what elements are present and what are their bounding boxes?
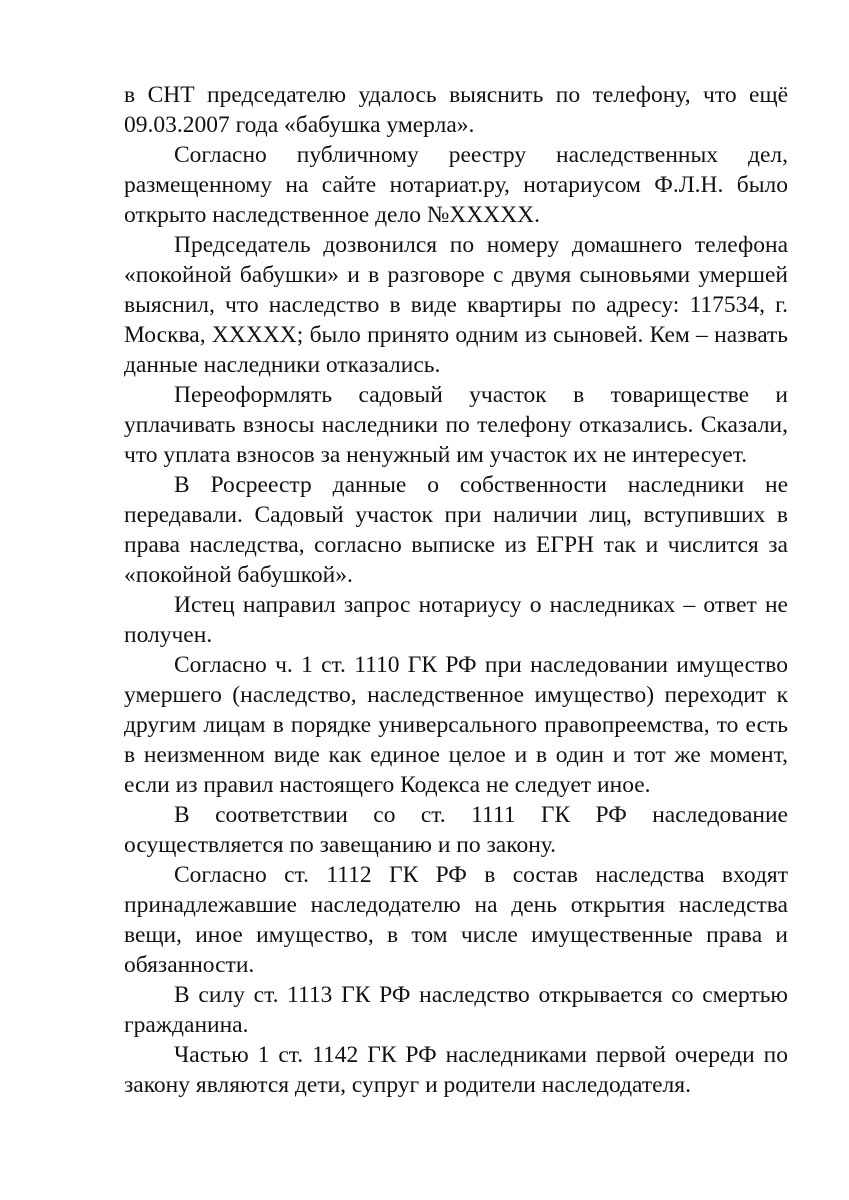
paragraph-article-1112: Согласно ст. 1112 ГК РФ в состав наследства входят принадлежавшие наследодателю на день открытия наследства вещи, иное имущество, в том числе имущественные права и обязанности. — [124, 862, 788, 978]
paragraph-article-1113: В силу ст. 1113 ГК РФ наследство открывается со смертью гражданина. — [124, 982, 788, 1038]
paragraph-article-1111: В соответствии со ст. 1111 ГК РФ наследование осуществляется по завещанию и по закону. — [124, 802, 788, 858]
paragraph-continuation: в СНТ председателю удалось выяснить по телефону, что ещё 09.03.2007 года «бабушка умерла». — [124, 82, 788, 138]
paragraph-phone-call: Председатель дозвонился по номеру домашнего телефона «покойной бабушки» и в разговоре с двумя сыновьями умершей выяснил, что наследство в виде квартиры по адресу: 117534, г. Москва, ХХХХХ; было принято одним из сыновей. Кем – назвать данные наследники отказались. — [124, 232, 788, 378]
document-body — [124, 80, 788, 1100]
paragraph-refusal: Переоформлять садовый участок в товариществе и уплачивать взносы наследники по телефону отказались. Сказали, что уплата взносов за ненужный им участок их не интересует. — [124, 382, 788, 468]
paragraph-rosreestr: В Росреестр данные о собственности наследники не передавали. Садовый участок при наличии лиц, вступивших в права наследства, согласно выписке из ЕГРН так и числится за «покойной бабушкой». — [124, 472, 788, 588]
paragraph-notary-request: Истец направил запрос нотариусу о наследниках – ответ не получен. — [124, 592, 788, 648]
paragraph-notary-registry: Согласно публичному реестру наследственных дел, размещенному на сайте нотариат.ру, нотариусом Ф.Л.Н. было открыто наследственное дело №ХХХХХ. — [124, 142, 788, 228]
paragraph-article-1110: Согласно ч. 1 ст. 1110 ГК РФ при наследовании имущество умершего (наследство, наследственное имущество) переходит к другим лицам в порядке универсального правопреемства, то есть в неизменном виде как единое целое и в один и тот же момент, если из правил настоящего Кодекса не следует иное. — [124, 652, 788, 798]
paragraph-article-1142: Частью 1 ст. 1142 ГК РФ наследниками первой очереди по закону являются дети, супруг и родители наследодателя. — [124, 1042, 788, 1098]
